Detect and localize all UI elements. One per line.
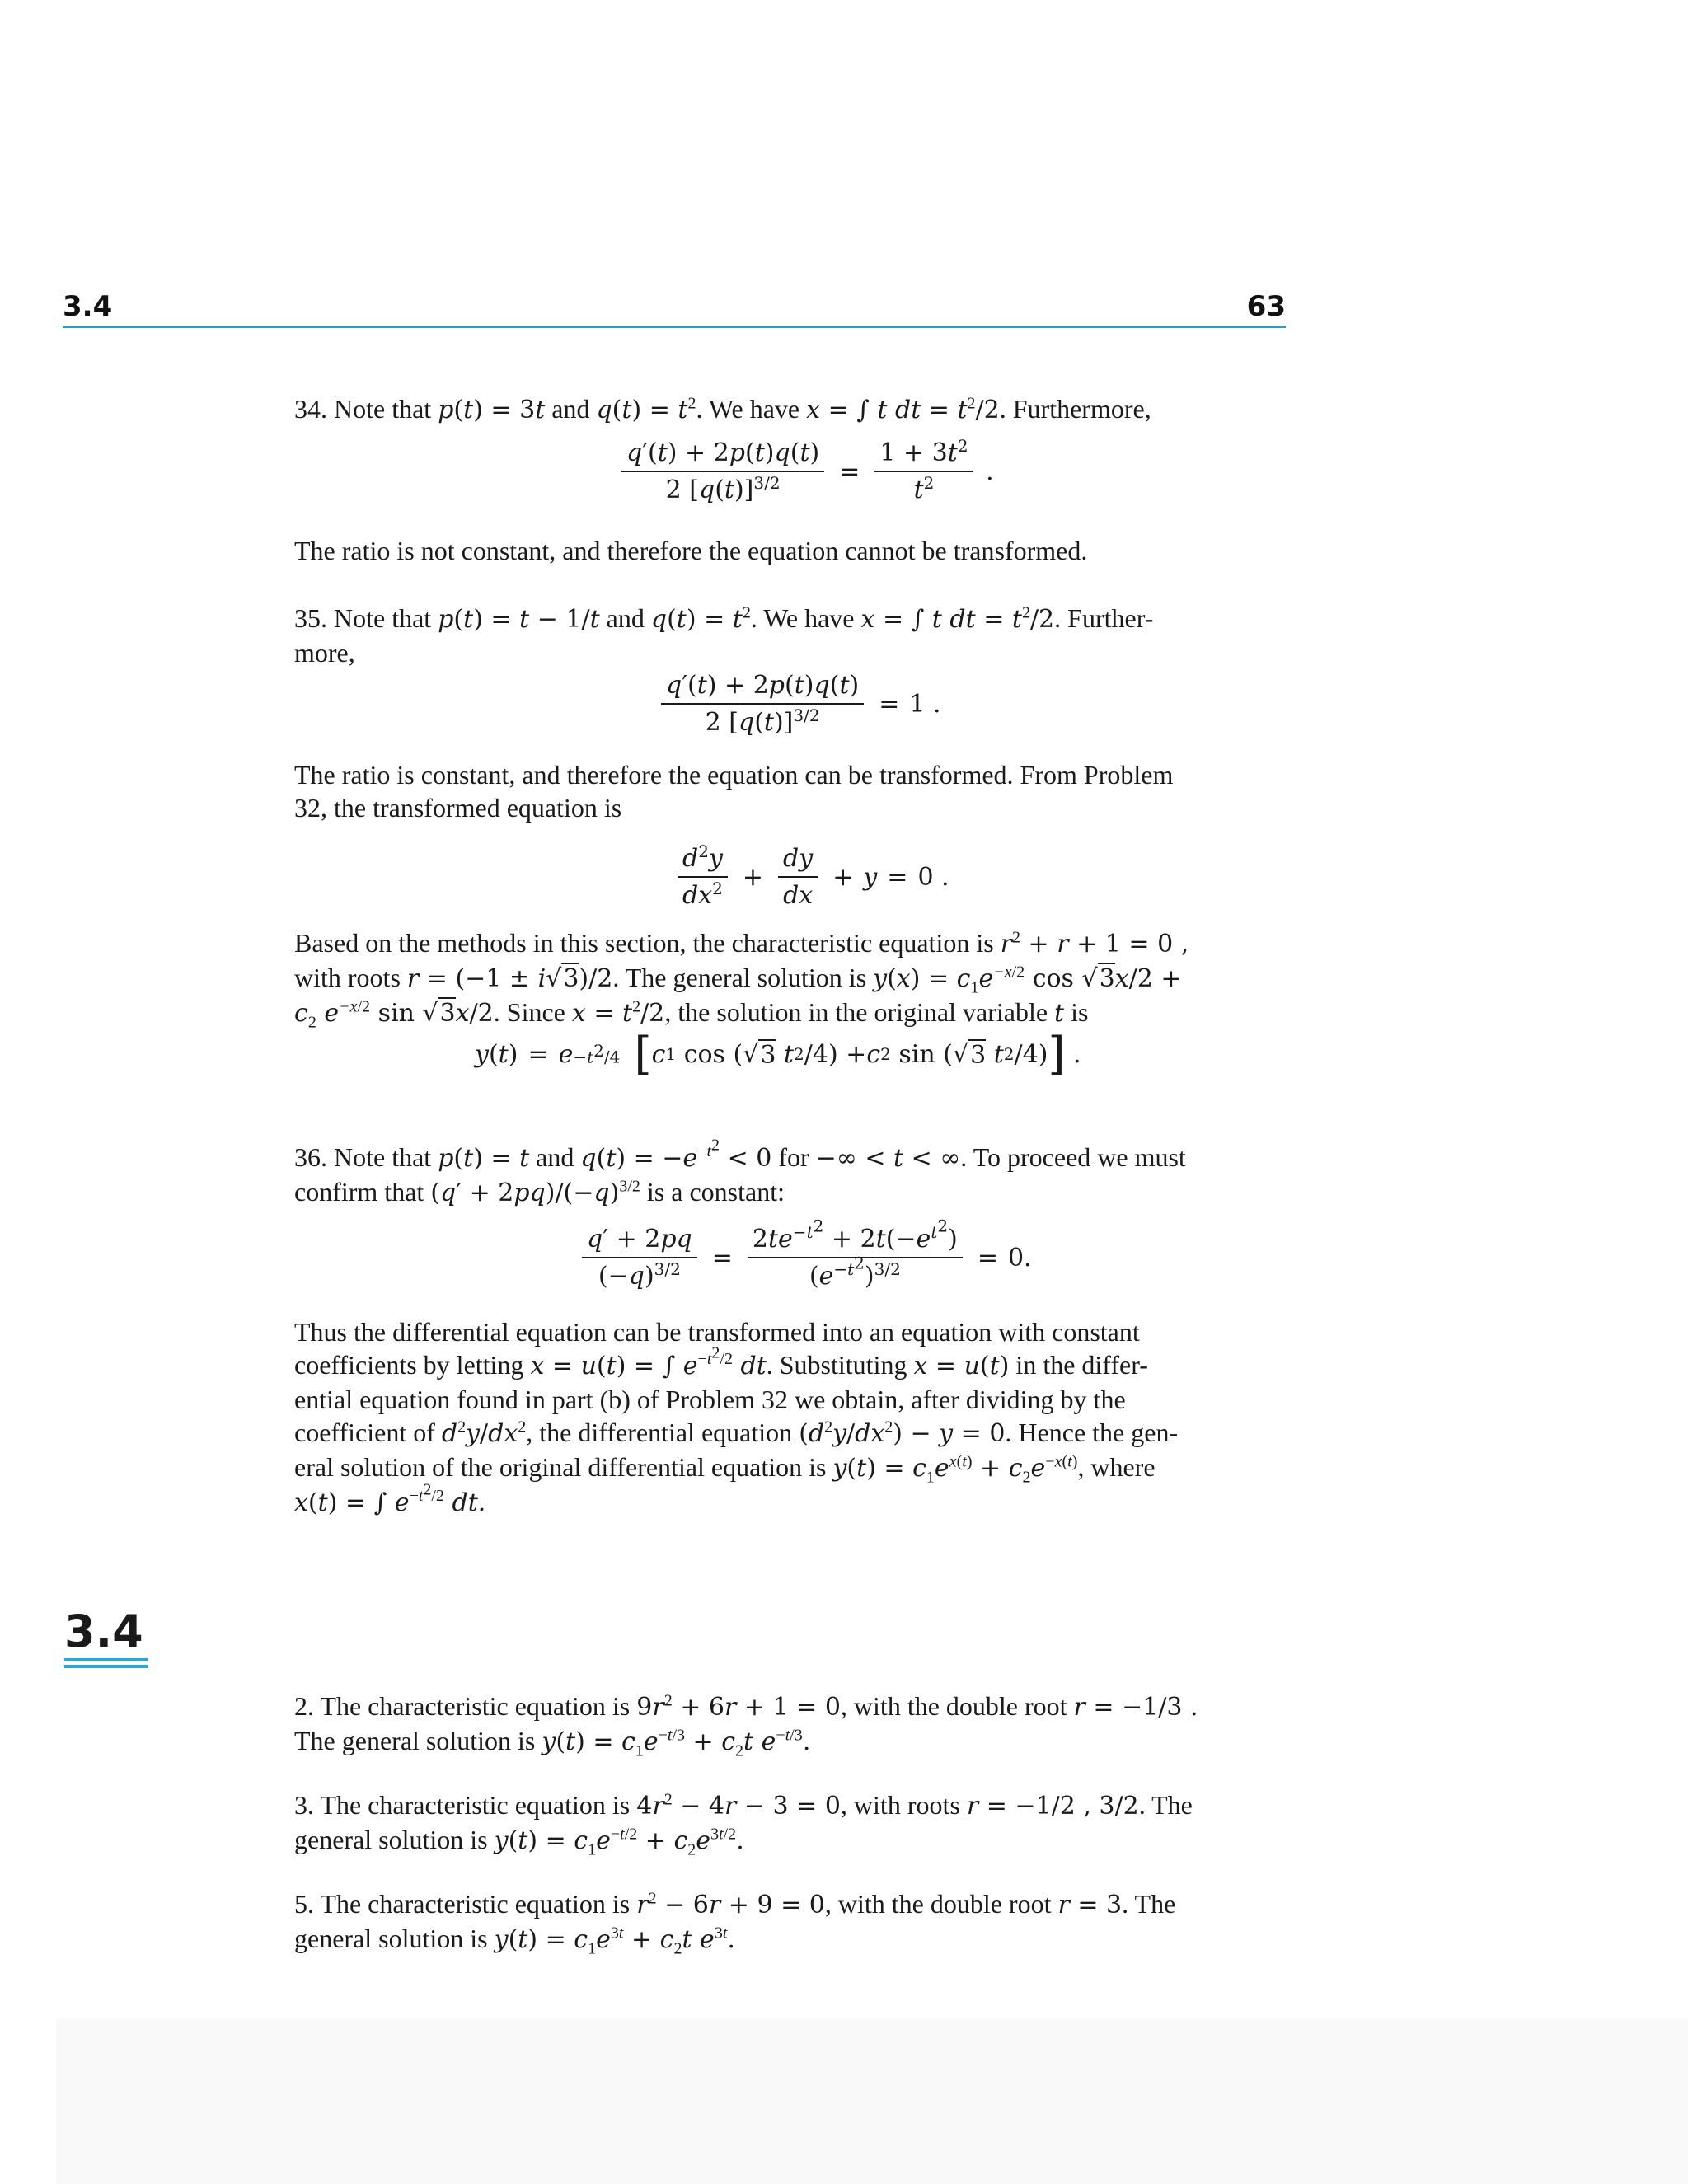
problem-3: 3. The characteristic equation is $4r^2 - 4r - 3 = 0$, with roots r = −1/2 , 3/2. The general solution is $y(t) = c_1e^{-t/2} + c_2e^{3t/2}$. [294, 1790, 1193, 1859]
running-header-section: 3.4 [63, 290, 113, 323]
equation-35-transformed: $\frac{d^2y}{dx^2}$ + $\frac{dy}{dx}$ + y = 0 . [673, 844, 950, 910]
header-rule [63, 326, 1286, 328]
problem-36-intro: 36. Note that p(t) = t and $q(t) = -e^{-t^2} < 0$ for −∞ < t < ∞. To proceed we must confirm that $(q' + 2pq)/(-q)^{3/2}$ is a constant: [294, 1136, 1186, 1207]
equation-34-ratio: $\frac{q'(t) + 2p(t)q(t)}{2 [q(t)]^{3/2}}$ = $\frac{1 + 3t^2}{t^2}$ . [617, 438, 994, 504]
section-heading-rule-top [64, 1658, 148, 1661]
problem-34-conclusion: The ratio is not constant, and therefore the equation cannot be transformed. [294, 536, 1088, 565]
problem-5: 5. The characteristic equation is $r^2 - 6r + 9 = 0$, with the double root r = 3. The general solution is $y(t) = c_1e^{3t} + c_2t$ $e^{3t}$. [294, 1889, 1176, 1958]
page-footer-band [56, 2019, 1688, 2184]
problem-34-intro: 34. Note that p(t) = 3t and $q(t) = t^2$. We have x = ∫ t dt = $t^2/2$. Furthermore, [294, 394, 1151, 424]
equation-36-ratio: $\frac{q' + 2pq}{(-q)^{3/2}}$ = $\frac{2te^{-t^2} + 2t(-e^{t^2})}{(e^{-t^2})^{3/2}}$ = 0. [577, 1225, 1032, 1291]
section-heading: 3.4 [64, 1605, 143, 1657]
problem-36-body: Thus the differential equation can be transformed into an equation with constant coefficients by letting x = u(t) = ∫ $e^{-t^2/2}$ dt. Substituting x = u(t) in the differ- ential equation found in part (b) of Problem 32 we obtain, after dividing by the coefficient of $d^2y/dx^2$, the differential equation $(d^2y/dx^2) - y = 0$. Hence the gen- eral solution of the original differential equation is $y(t) = c_1e^{x(t)} + c_2e^{-x(t)}$, where x(t) = ∫ $e^{-t^2/2}$ dt. [294, 1317, 1179, 1517]
problem-35-intro: 35. Note that p(t) = t − 1/t and $q(t) = t^2$. We have x = ∫ t dt = $t^2/2$. Further- more, [294, 603, 1154, 668]
equation-35-ratio: $\frac{q'(t) + 2p(t)q(t)}{2 [q(t)]^{3/2}}$ = 1 . [656, 671, 941, 737]
problem-2: 2. The characteristic equation is $9r^2 + 6r + 1 = 0$, with the double root r = −1/3 . The general solution is $y(t) = c_1e^{-t/3} + c_2t$ $e^{-t/3}$. [294, 1691, 1198, 1760]
problem-35-conclusion: The ratio is constant, and therefore the equation can be transformed. From Problem 32, the transformed equation is [294, 760, 1174, 823]
page-number: 63 [1246, 290, 1286, 323]
problem-35-methods: Based on the methods in this section, the characteristic equation is $r^2 + r + 1 = 0$ , with roots r = (−1 ± i√3)/2. The general solution is $y(x) = c_1e^{-x/2}$ cos √3x/2 + $c_2$ $e^{-x/2}$ sin √3x/2. Since $x = t^2/2$, the solution in the original variable t is [294, 928, 1189, 1032]
section-heading-rule-bottom [64, 1665, 148, 1668]
equation-35-solution: y ( t ) = e $-t^2/4$ [ c 1 cos (√ 3 t 2 /4) + c 2 sin (√ 3 t 2 /4) ] . [475, 1028, 1081, 1080]
